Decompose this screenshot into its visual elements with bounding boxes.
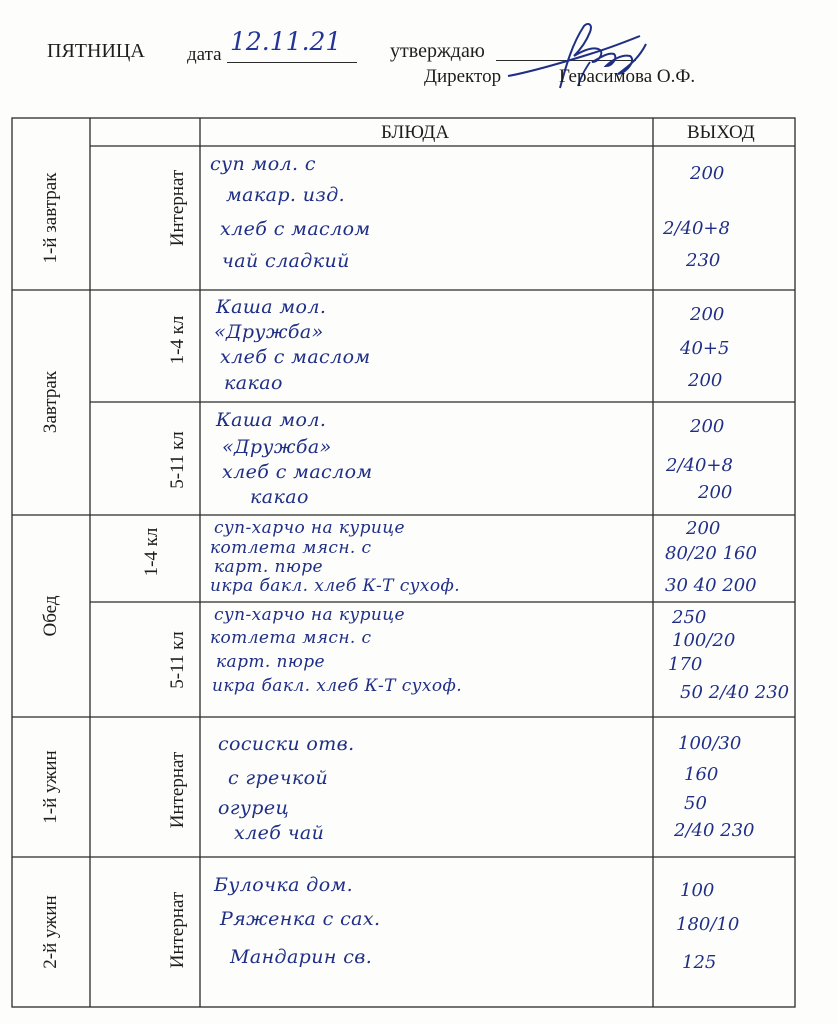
meal-label-lunch: Обед bbox=[40, 595, 61, 637]
dish-line: хлеб с маслом bbox=[220, 218, 371, 240]
dish-line: какао bbox=[224, 372, 283, 394]
column-header-output: ВЫХОД bbox=[687, 122, 755, 143]
dish-line: «Дружба» bbox=[222, 436, 332, 458]
output-value: 40+5 bbox=[680, 338, 730, 359]
group-label-1-4: 1-4 кл bbox=[167, 315, 188, 365]
dish-line: Каша мол. bbox=[216, 409, 327, 431]
dish-line: сосиски отв. bbox=[218, 733, 355, 755]
column-header-dishes: БЛЮДА bbox=[381, 122, 450, 143]
output-value: 2/40+8 bbox=[666, 455, 733, 476]
output-value: 100/30 bbox=[678, 733, 742, 754]
dish-line: икра бакл. хлеб К-Т сухоф. bbox=[212, 676, 463, 696]
date-label: дата bbox=[187, 44, 222, 65]
dish-line: чай сладкий bbox=[222, 250, 350, 272]
dish-line: суп-харчо на курице bbox=[214, 605, 405, 625]
output-value: 200 bbox=[690, 416, 725, 437]
dish-line: Булочка дом. bbox=[214, 874, 354, 896]
output-value: 200 bbox=[686, 518, 721, 539]
output-value: 125 bbox=[682, 952, 717, 973]
group-label-1-4-lunch: 1-4 кл bbox=[141, 527, 162, 577]
day-of-week: ПЯТНИЦА bbox=[47, 40, 145, 62]
group-label-internat-3: Интернат bbox=[167, 891, 188, 969]
output-value: 200 bbox=[698, 482, 733, 503]
dish-line: хлеб чай bbox=[234, 822, 325, 844]
director-label: Директор bbox=[424, 66, 502, 87]
output-value: 100/20 bbox=[672, 630, 736, 651]
output-value: 2/40+8 bbox=[663, 218, 730, 239]
output-value: 80/20 160 bbox=[665, 543, 757, 564]
approve-label: утверждаю bbox=[390, 40, 485, 62]
output-value: 180/10 bbox=[676, 914, 740, 935]
output-value: 100 bbox=[680, 880, 715, 901]
output-value: 200 bbox=[688, 370, 723, 391]
output-value: 170 bbox=[668, 654, 703, 675]
dish-line: хлеб с маслом bbox=[220, 346, 371, 368]
output-value: 250 bbox=[672, 607, 707, 628]
meal-label-first-dinner: 1-й ужин bbox=[40, 750, 61, 824]
dish-line: Ряженка с сах. bbox=[220, 908, 381, 930]
group-label-5-11: 5-11 кл bbox=[167, 431, 188, 489]
output-value: 50 bbox=[684, 793, 707, 814]
dish-line: с гречкой bbox=[228, 767, 329, 789]
dish-line: суп мол. с bbox=[210, 153, 316, 175]
group-label-internat-1: Интернат bbox=[167, 169, 188, 247]
dish-line: макар. изд. bbox=[226, 184, 346, 206]
output-value: 230 bbox=[686, 250, 721, 271]
dish-line: котлета мясн. с bbox=[210, 538, 372, 558]
director-name: Герасимова О.Ф. bbox=[559, 66, 696, 87]
output-value: 30 40 200 bbox=[665, 575, 757, 596]
dish-line: суп-харчо на курице bbox=[214, 518, 405, 538]
dish-line: огурец bbox=[218, 797, 290, 819]
dish-line: какао bbox=[250, 486, 309, 508]
output-value: 160 bbox=[684, 764, 719, 785]
dish-line: Мандарин св. bbox=[230, 946, 373, 968]
date-value: 12.11.21 bbox=[230, 27, 342, 56]
dish-line: Каша мол. bbox=[216, 296, 327, 318]
dish-line: карт. пюре bbox=[216, 652, 325, 672]
dish-line: икра бакл. хлеб К-Т сухоф. bbox=[210, 576, 461, 596]
output-value: 200 bbox=[690, 304, 725, 325]
dish-line: хлеб с маслом bbox=[222, 461, 373, 483]
dish-line: «Дружба» bbox=[214, 321, 324, 343]
meal-label-first-breakfast: 1-й завтрак bbox=[40, 172, 61, 264]
meal-label-second-dinner: 2-й ужин bbox=[40, 895, 61, 969]
output-value: 2/40 230 bbox=[674, 820, 755, 841]
dish-line: карт. пюре bbox=[214, 557, 323, 577]
group-label-5-11-lunch: 5-11 кл bbox=[167, 631, 188, 689]
meal-label-breakfast: Завтрак bbox=[40, 370, 61, 434]
group-label-internat-2: Интернат bbox=[167, 751, 188, 829]
output-value: 50 2/40 230 bbox=[680, 682, 790, 703]
output-value: 200 bbox=[690, 163, 725, 184]
dish-line: котлета мясн. с bbox=[210, 628, 372, 648]
